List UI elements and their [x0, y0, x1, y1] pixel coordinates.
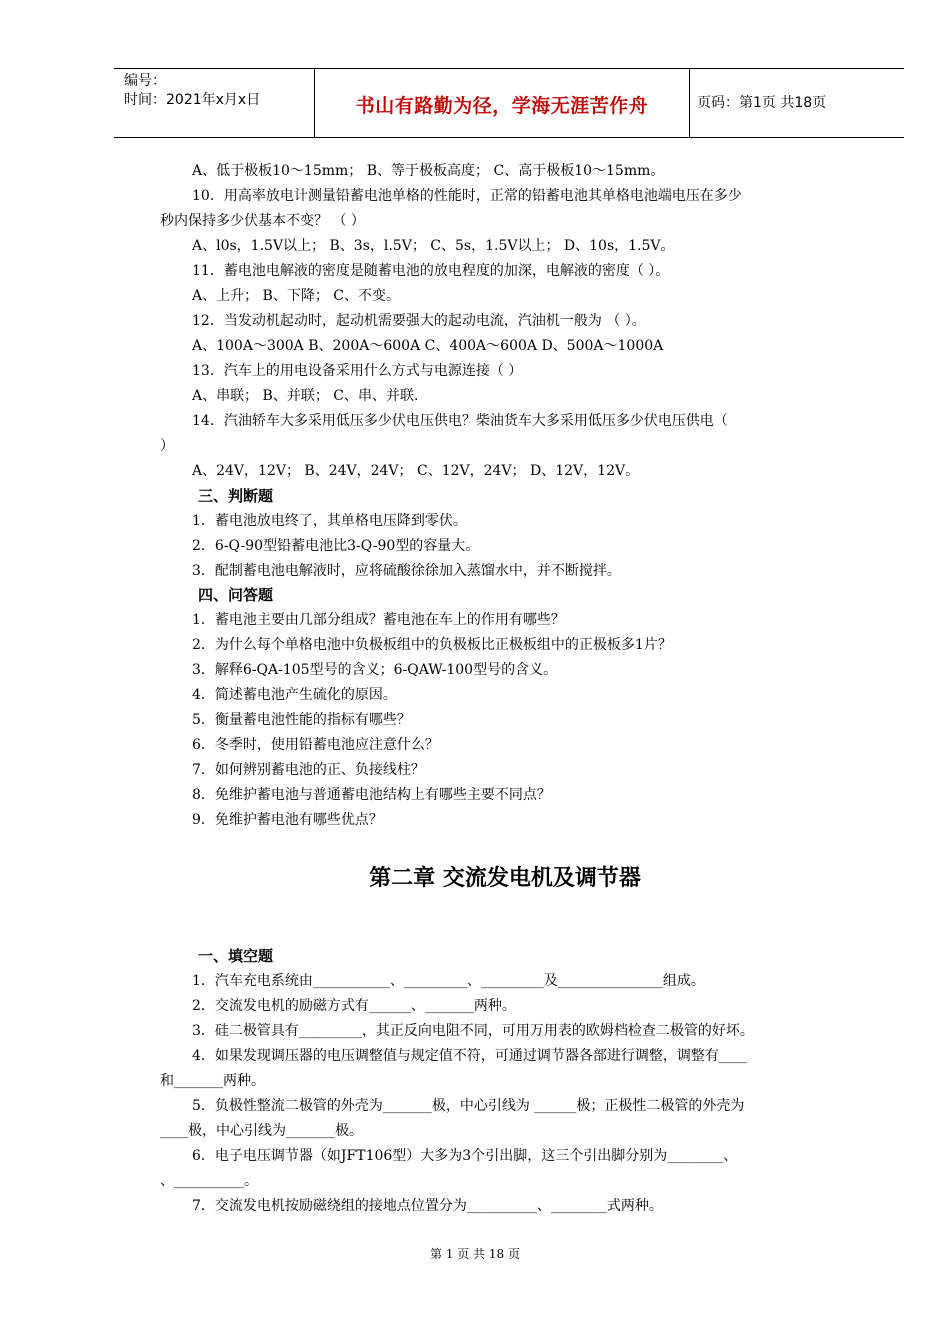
question-10-text: 10．用高率放电计测量铅蓄电池单格的性能时，正常的铅蓄电池其单格电池端电压在多少	[192, 188, 742, 204]
question-item-9: 9．免维护蓄电池有哪些优点？	[192, 812, 383, 828]
fill-item-1: 1．汽车充电系统由___________、_________、_________及_______________组成。	[192, 973, 705, 989]
question-item-2: 2．为什么每个单格电池中负极板组中的负极板比正极板组中的正极板多1片？	[192, 637, 672, 653]
section-heading-fill-blank: 一、填空题	[198, 947, 274, 965]
question-14-options: A、24V，12V； B、24V，24V； C、12V，24V； D、12V，12V。	[192, 463, 640, 479]
page-footer: 第 1 页 共 18 页	[430, 1247, 520, 1261]
question-12-options: A、100A～300A B、200A～600A C、400A～600A D、500A～1000A	[192, 338, 664, 354]
question-item-3: 3．解释6-QA-105型号的含义；6-QAW-100型号的含义。	[192, 662, 558, 678]
header-motto: 书山有路勤为径，学海无涯苦作舟	[355, 95, 649, 117]
fill-item-7: 7．交流发电机按励磁绕组的接地点位置分为__________、________式两种。	[192, 1198, 663, 1214]
page-header	[114, 68, 904, 138]
fill-item-4: 4．如果发现调压器的电压调整值与规定值不符，可通过调节器各部进行调整，调整有____	[192, 1048, 747, 1064]
fill-item-3: 3．硅二极管具有_________，其正反向电阻不同，可用万用表的欧姆档检查二极管的好坏。	[192, 1023, 754, 1039]
fill-item-2: 2．交流发电机的励磁方式有______、_______两种。	[192, 998, 516, 1014]
fill-item-5-continued: ____极，中心引线为_______极。	[160, 1123, 363, 1139]
section-heading-questions: 四、问答题	[198, 586, 274, 604]
question-12-text: 12．当发动机起动时，起动机需要强大的起动电流，汽油机一般为 （ ）。	[192, 313, 646, 329]
judgement-item-2: 2．6-Q-90型铅蓄电池比3-Q-90型的容量大。	[192, 538, 480, 554]
judgement-item-3: 3．配制蓄电池电解液时，应将硫酸徐徐加入蒸馏水中，并不断搅拌。	[192, 563, 621, 579]
question-item-7: 7．如何辨别蓄电池的正、负接线柱？	[192, 762, 425, 778]
question-13-text: 13．汽车上的用电设备采用什么方式与电源连接（ ）	[192, 363, 523, 379]
question-14-text: 14．汽油轿车大多采用低压多少伏电压供电？柴油货车大多采用低压多少伏电压供电（	[192, 413, 728, 429]
fill-item-6-continued: 、__________。	[160, 1173, 258, 1189]
question-10-text-continued: 秒内保持多少伏基本不变？ （ ）	[160, 213, 365, 229]
header-page-info: 页码：第1页 共18页	[697, 95, 827, 111]
question-item-5: 5．衡量蓄电池性能的指标有哪些？	[192, 712, 411, 728]
header-meta-cell	[114, 69, 314, 137]
question-11-text: 11．蓄电池电解液的密度是随蓄电池的放电程度的加深，电解液的密度（ ）。	[192, 263, 670, 279]
question-item-8: 8．免维护蓄电池与普通蓄电池结构上有哪些主要不同点？	[192, 787, 551, 803]
question-11-options: A、上升； B、下降； C、不变。	[192, 288, 401, 304]
chapter-title: 第二章 交流发电机及调节器	[369, 866, 641, 891]
question-9-options: A、低于极板10～15mm； B、等于极板高度； C、高于极板10～15mm。	[192, 163, 665, 179]
question-item-6: 6．冬季时，使用铅蓄电池应注意什么？	[192, 737, 439, 753]
fill-item-6: 6．电子电压调节器（如JFT106型）大多为3个引出脚，这三个引出脚分别为________、	[192, 1148, 738, 1164]
fill-item-5: 5．负极性整流二极管的外壳为_______极，中心引线为 ______极；正极性二极管的外壳为	[192, 1098, 745, 1114]
document-time-label: 时间：2021年x月x日	[124, 92, 261, 108]
section-heading-judgement: 三、判断题	[198, 487, 274, 505]
question-10-options: A、l0s，1.5V以上； B、3s，l.5V； C、5s，1.5V以上； D、10s，1.5V。	[192, 238, 675, 254]
question-item-1: 1．蓄电池主要由几部分组成？蓄电池在车上的作用有哪些？	[192, 612, 565, 628]
judgement-item-1: 1．蓄电池放电终了，其单格电压降到零伏。	[192, 513, 467, 529]
header-page-cell	[689, 69, 904, 137]
document-number-label: 编号：	[124, 73, 166, 89]
question-13-options: A、串联； B、并联； C、串、并联.	[192, 388, 419, 404]
header-motto-cell	[314, 69, 690, 137]
fill-item-4-continued: 和_______两种。	[160, 1073, 265, 1089]
question-item-4: 4．简述蓄电池产生硫化的原因。	[192, 687, 397, 703]
question-14-text-continued: ）	[160, 438, 174, 454]
